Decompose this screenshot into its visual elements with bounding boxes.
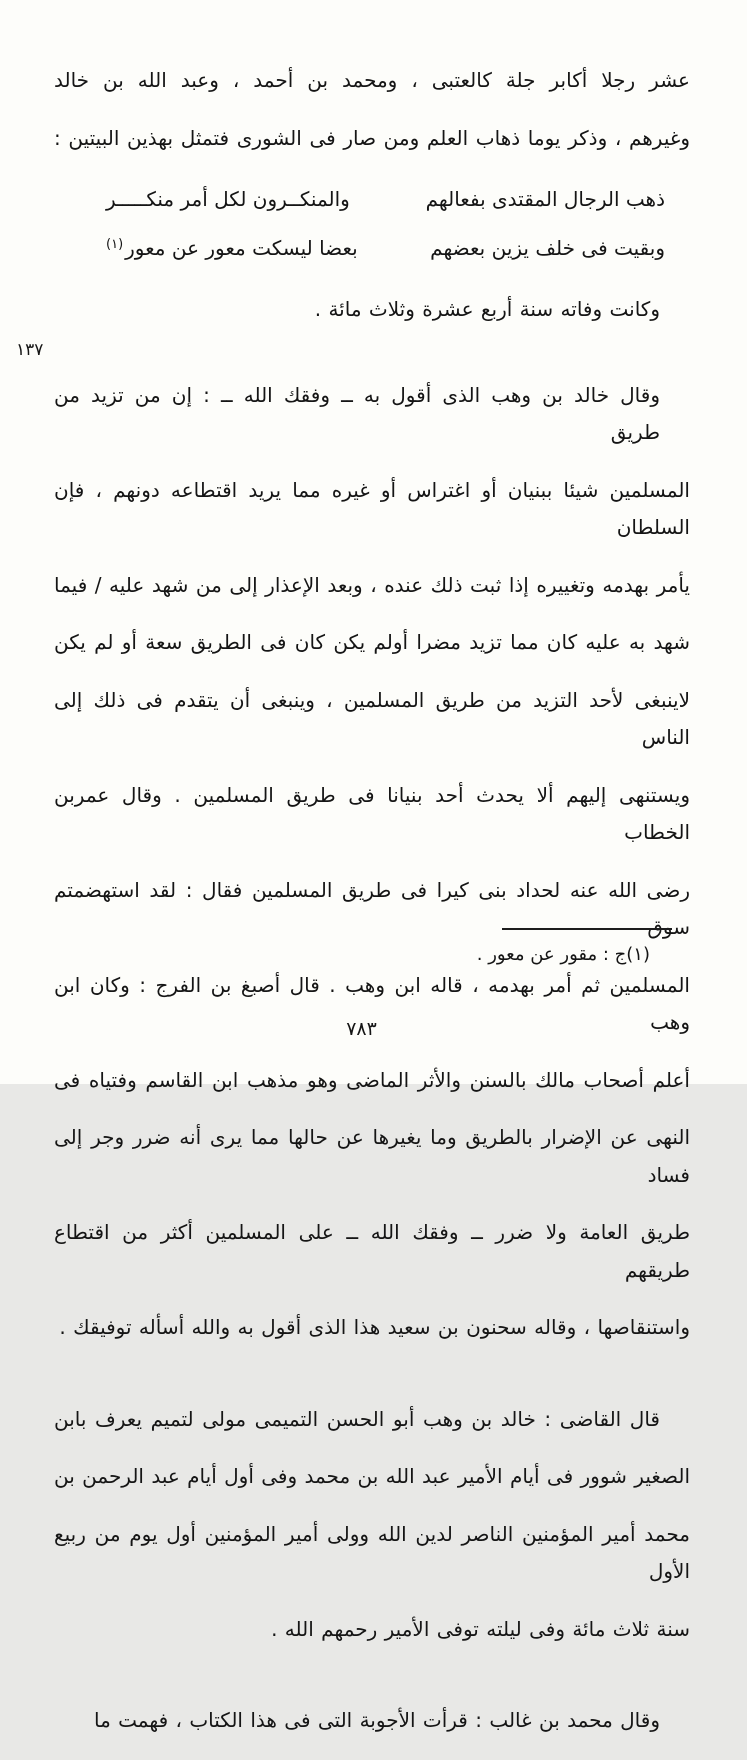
paragraph-qadi-biography: [54, 1401, 690, 1649]
body-line: رضى الله عنه لحداد بنى كيرا فى طريق المسلمين فقال : لقد استهضمتم سوق: [54, 877, 690, 939]
paragraph-continuation: [54, 62, 690, 157]
body-line: ويستنهى إليهم ألا يحدث أحد بنيانا فى طريق المسلمين . وقال عمربن الخطاب: [54, 782, 690, 844]
body-line-with-folio-mark: يأمر بهدمه وتغييره إذا ثبت ذلك عنده ، وبعد الإعذار إلى من شهد عليه / فيما: [54, 572, 690, 597]
body-line: النهى عن الإضرار بالطريق وما يغيرها عن حالها مما يرى أنه ضرر وجر إلى فساد: [54, 1125, 690, 1187]
body-line: طريق العامة ولا ضرر ــ وفقك الله ــ على المسلمين أكثر من اقتطاع طريقهم: [54, 1220, 690, 1282]
body-line: المسلمين شيئا ببنيان أو اغتراس أو غيره مما يريد اقتطاعه دونهم ، فإن السلطان: [54, 477, 690, 539]
body-line: سنة ثلاث مائة وفى ليلته توفى الأمير رحمهم الله .: [271, 1616, 690, 1641]
hemistich-second: [106, 222, 358, 271]
margin-folio-number: ١٣٧: [16, 340, 44, 360]
spacer: [54, 1367, 690, 1381]
spacer: [54, 349, 690, 357]
hemistich-text: بعضا ليسكت معور عن معور: [125, 236, 358, 260]
body-line: أعلم أصحاب مالك بالسنن والأثر الماضى وهو مذهب ابن القاسم وفتياه فى: [54, 1067, 690, 1092]
body-line: شهد به عليه كان مما تزيد مضرا أولم يكن كان فى الطريق سعة أو لم يكن: [54, 630, 690, 654]
body-line: واستنقاصها ، وقاله سحنون بن سعيد هذا الذى أقول به والله أسأله توفيقك .: [59, 1315, 690, 1339]
text-block: [54, 42, 690, 1760]
verse-line: [106, 222, 665, 271]
body-line: وقال خالد بن وهب الذى أقول به ــ وفقك الله ــ : إن من تزيد من طريق: [54, 382, 660, 444]
body-line: لاينبغى لأحد التزيد من طريق المسلمين ، وينبغى أن يتقدم فى ذلك إلى الناس: [54, 687, 690, 749]
hemistich-first: ذهب الرجال المقتدى بفعالهم: [425, 187, 665, 211]
body-line: عشر رجلا أكابر جلة كالعتبى ، ومحمد بن أحمد ، وعبد الله بن خالد: [54, 68, 690, 92]
body-line: وغيرهم ، وذكر يوما ذهاب العلم ومن صار فى الشورى فتمثل بهذين البيتين :: [54, 125, 690, 150]
verse-line: [106, 177, 665, 222]
footnote-text: (١)ج : مقور عن معور .: [476, 944, 650, 965]
paragraph-khalid-answer: [54, 377, 690, 1347]
body-line: محمد أمير المؤمنين الناصر لدين الله وولى أمير المؤمنين أول يوم من ربيع الأول: [54, 1521, 690, 1583]
death-date-line: وكانت وفاته سنة أربع عشرة وثلاث مائة .: [314, 297, 660, 321]
hemistich-first: وبقيت فى خلف يزين بعضهم: [430, 236, 665, 260]
spacer: [54, 1668, 690, 1682]
hemistich-second: والمنكــرون لكل أمر منكـــــر: [106, 187, 350, 211]
paragraph-ibn-ghalib: [54, 1702, 690, 1740]
footnote-marker: (١): [106, 237, 124, 252]
body-line: قال القاضى : خالد بن وهب أبو الحسن التميمى مولى لتميم يعرف بابن: [54, 1406, 660, 1431]
body-line: وقال محمد بن غالب : قرأت الأجوبة التى فى هذا الكتاب ، فهمت ما: [94, 1708, 660, 1732]
footnote-separator-rule: [502, 928, 672, 930]
body-line: الصغير شوور فى أيام الأمير عبد الله بن محمد وفى أول أيام عبد الرحمن بن: [54, 1464, 690, 1488]
page-number: ٧٨٣: [346, 1018, 377, 1040]
body-line: المسلمين ثم أمر بهدمه ، قاله ابن وهب . قال أصبغ بن الفرج : وكان ابن وهب: [54, 972, 690, 1034]
poetry-couplet: [54, 177, 690, 271]
